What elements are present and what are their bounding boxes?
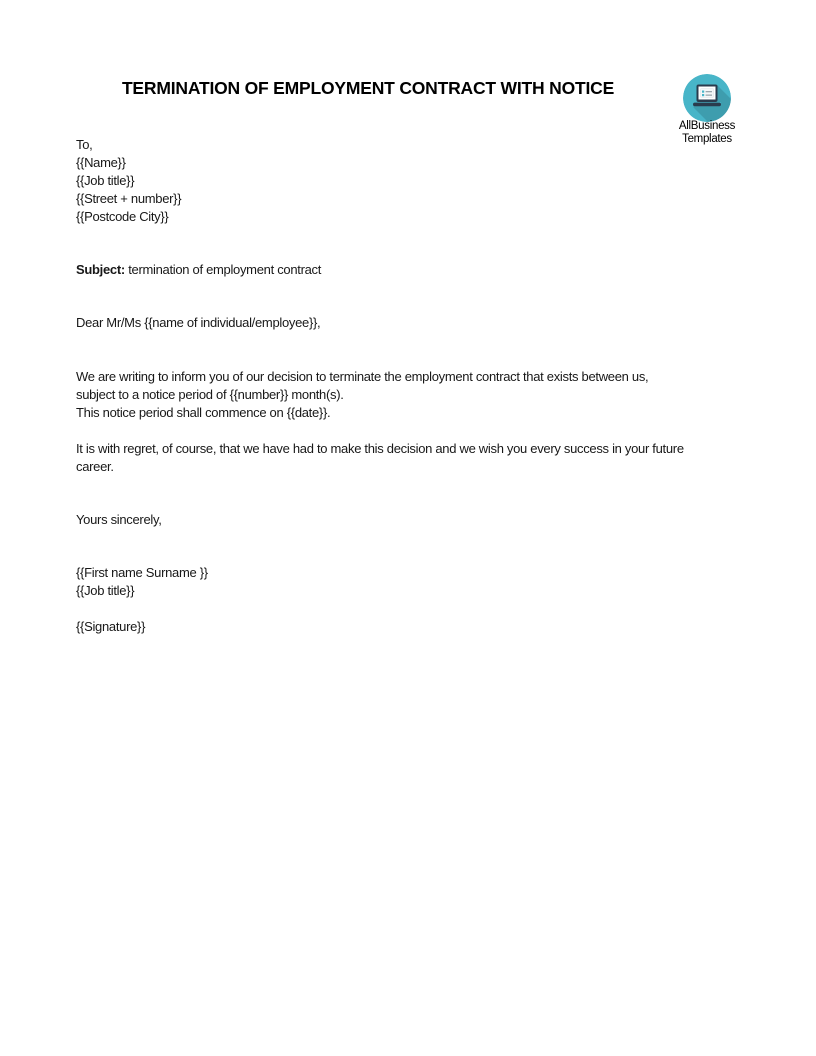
- closing-line: Yours sincerely,: [76, 512, 162, 527]
- brand-name: [668, 120, 746, 145]
- recipient-street-placeholder: {{Street + number}}: [76, 191, 182, 206]
- recipient-jobtitle-placeholder: {{Job title}}: [76, 173, 135, 188]
- brand-line-2: Templates: [682, 132, 732, 145]
- recipient-name-placeholder: {{Name}}: [76, 155, 126, 170]
- signature-identity-block: [76, 564, 208, 600]
- allbusiness-logo: [683, 74, 731, 122]
- signature-placeholder: {{Signature}}: [76, 619, 146, 634]
- paragraph1-line3: This notice period shall commence on {{date}}.: [76, 405, 331, 420]
- subject-text: termination of employment contract: [124, 262, 322, 277]
- sender-jobtitle-placeholder: {{Job title}}: [76, 583, 135, 598]
- paragraph1-line1: We are writing to inform you of our decision to terminate the employment contract that exists between us,: [76, 369, 649, 384]
- paragraph2-line2: career.: [76, 459, 114, 474]
- body-paragraph-2: [76, 440, 684, 476]
- subject-label: Subject:: [76, 262, 125, 277]
- paragraph2-line1: It is with regret, of course, that we have had to make this decision and we wish you every success in your future: [76, 441, 684, 456]
- laptop-icon: [683, 74, 731, 122]
- recipient-address-block: [76, 136, 181, 226]
- paragraph1-line2: subject to a notice period of {{number}} month(s).: [76, 387, 344, 402]
- recipient-city-placeholder: {{Postcode City}}: [76, 209, 169, 224]
- subject-line: [76, 261, 321, 279]
- document-title: TERMINATION OF EMPLOYMENT CONTRACT WITH NOTICE: [121, 78, 615, 98]
- sender-name-placeholder: {{First name Surname }}: [76, 565, 208, 580]
- brand-line-1: AllBusiness: [678, 120, 736, 132]
- body-paragraph-1: [76, 368, 648, 422]
- greeting-line: Dear Mr/Ms {{name of individual/employee}},: [76, 315, 321, 330]
- to-label: To,: [76, 137, 93, 152]
